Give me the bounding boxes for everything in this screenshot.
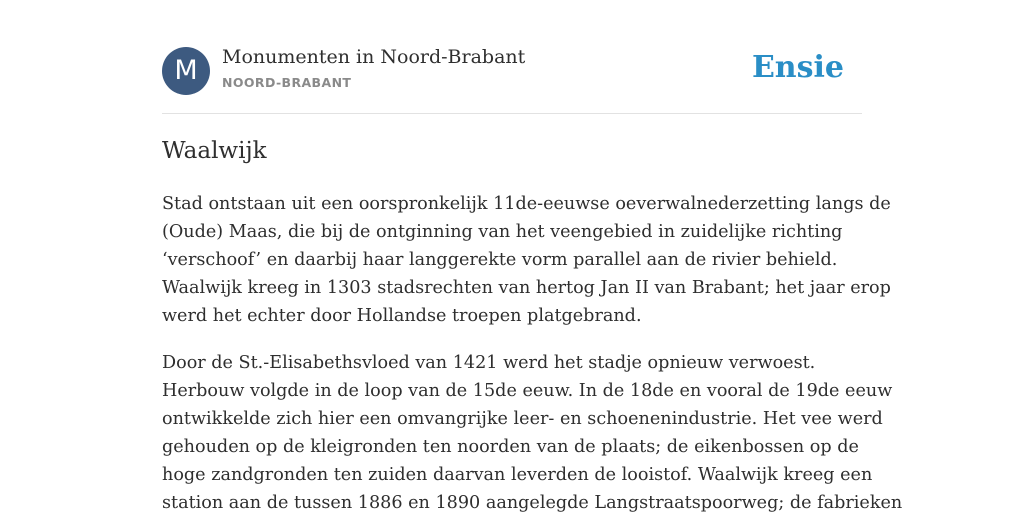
page-title: Waalwijk [162, 138, 267, 164]
paragraph-line: Stad ontstaan uit een oorspronkelijk 11de-eeuwse oeverwalnederzetting langs de [162, 194, 891, 214]
source-subtitle[interactable]: NOORD-BRABANT [222, 75, 352, 90]
paragraph-line: (Oude) Maas, die bij de ontginning van het veengebied in zuidelijke richting [162, 222, 843, 242]
article-paragraph [162, 349, 903, 512]
paragraph-line: hoge zandgronden ten zuiden daarvan leverden de looistof. Waalwijk kreeg een [162, 465, 873, 485]
brand-logo[interactable]: Ensie [751, 50, 844, 85]
paragraph-line: Door de St.-Elisabethsvloed van 1421 werd het stadje opnieuw verwoest. [162, 353, 816, 373]
paragraph-line: station aan de tussen 1886 en 1890 aangelegde Langstraatspoorweg; de fabrieken [162, 493, 903, 512]
paragraph-line: ‘verschoof’ en daarbij haar langgerekte vorm parallel aan de rivier behield. [162, 250, 838, 270]
avatar[interactable]: M [162, 47, 210, 95]
source-header [162, 0, 862, 114]
article-paragraph [162, 190, 891, 330]
paragraph-line: ontwikkelde zich hier een omvangrijke leer- en schoenenindustrie. Het vee werd [162, 409, 883, 429]
paragraph-line: gehouden op de kleigronden ten noorden van de plaats; de eikenbossen op de [162, 437, 859, 457]
paragraph-line: werd het echter door Hollandse troepen platgebrand. [162, 306, 642, 326]
source-title[interactable]: Monumenten in Noord-Brabant [222, 46, 526, 68]
paragraph-line: Herbouw volgde in de loop van de 15de eeuw. In de 18de en vooral de 19de eeuw [162, 381, 893, 401]
page-container [162, 0, 903, 512]
paragraph-line: Waalwijk kreeg in 1303 stadsrechten van hertog Jan II van Brabant; het jaar erop [162, 278, 891, 298]
